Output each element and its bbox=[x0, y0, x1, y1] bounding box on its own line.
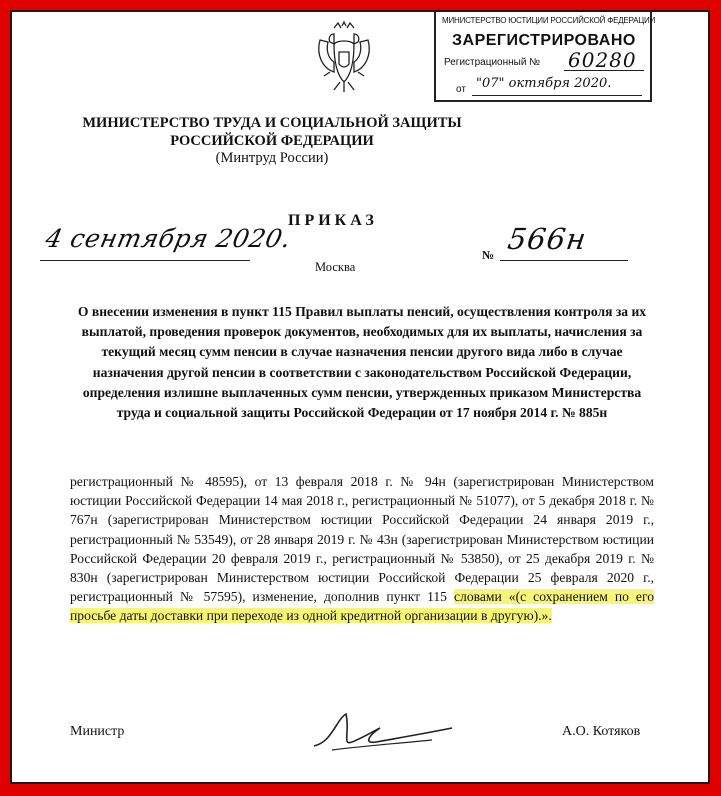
order-body bbox=[70, 472, 654, 626]
stamp-date-underline bbox=[472, 95, 642, 96]
order-number-underline bbox=[500, 260, 628, 261]
stamp-number-underline bbox=[564, 70, 644, 71]
order-title: ПРИКАЗ bbox=[288, 212, 378, 229]
ministry-line-1: МИНИСТЕРСТВО ТРУДА И СОЦИАЛЬНОЙ ЗАЩИТЫ bbox=[82, 115, 462, 131]
order-number: 566н bbox=[505, 222, 589, 256]
body-main-text: регистрационный № 48595), от 13 февраля 2018 г. № 94н (зарегистрирован Министерством юстиции Российской Федерации 14 мая 2018 г., регистрационный № 51077), от 5 декабря 2018 г. № 767н (зарегистрирован Министерством юстиции Российской Федерации 24 января 2019 г., регистрационный № 53549), от 28 января 2019 г. № 43н (зарегистрирован Министерством юстиции Российской Федерации 20 февраля 2019 г., регистрационный № 53850), от 25 декабря 2019 г. № 830н (зарегистрирован Министерством юстиции Российской Федерации 25 февраля 2020 г., регистрационный № 57595), изменение, дополнив пункт 115 bbox=[70, 474, 654, 605]
coat-of-arms-icon bbox=[312, 20, 376, 94]
body-highlighted-text: словами «(с сохранением по его просьбе даты доставки при переходе из одной кредитной организации в другую).». bbox=[70, 589, 654, 624]
stamp-authority: МИНИСТЕРСТВО ЮСТИЦИИ РОССИЙСКОЙ ФЕДЕРАЦИИ bbox=[442, 16, 656, 25]
stamp-date-prefix: от bbox=[456, 84, 466, 95]
stamp-status: ЗАРЕГИСТРИРОВАНО bbox=[452, 32, 636, 49]
signature-icon bbox=[302, 702, 462, 758]
ministry-short-name: (Минтруд России) bbox=[215, 150, 329, 166]
signer-name: А.О. Котяков bbox=[562, 724, 641, 739]
date-underline bbox=[40, 260, 250, 261]
order-subject: О внесении изменения в пункт 115 Правил выплаты пенсий, осуществления контроля за их выплатой, проведения проверок документов, необходимых для их выплаты, начисления за текущий месяц сумм пенсии в случае назначения пенсии другого вида либо в случае назначения другой пенсии в соответствии с законодательством Российской Федерации, определения излишне выплаченных сумм пенсии, утвержденных приказом Министерства труда и социальной защиты Российской Федерации от 17 ноября 2014 г. № 885н bbox=[77, 304, 647, 421]
order-city: Москва bbox=[315, 260, 356, 274]
order-handwritten-date: 4 сентября 2020. bbox=[42, 224, 294, 253]
registration-stamp bbox=[434, 10, 656, 102]
ministry-line-2: РОССИЙСКОЙ ФЕДЕРАЦИИ bbox=[170, 133, 374, 149]
order-number-label: № bbox=[482, 248, 495, 262]
stamp-date: "07" октября 2020. bbox=[476, 76, 612, 91]
stamp-reg-number: 60280 bbox=[568, 48, 637, 72]
stamp-reg-label: Регистрационный № bbox=[444, 57, 540, 68]
signer-title: Министр bbox=[70, 724, 125, 739]
ministry-name bbox=[12, 114, 532, 150]
document-page bbox=[10, 10, 710, 784]
